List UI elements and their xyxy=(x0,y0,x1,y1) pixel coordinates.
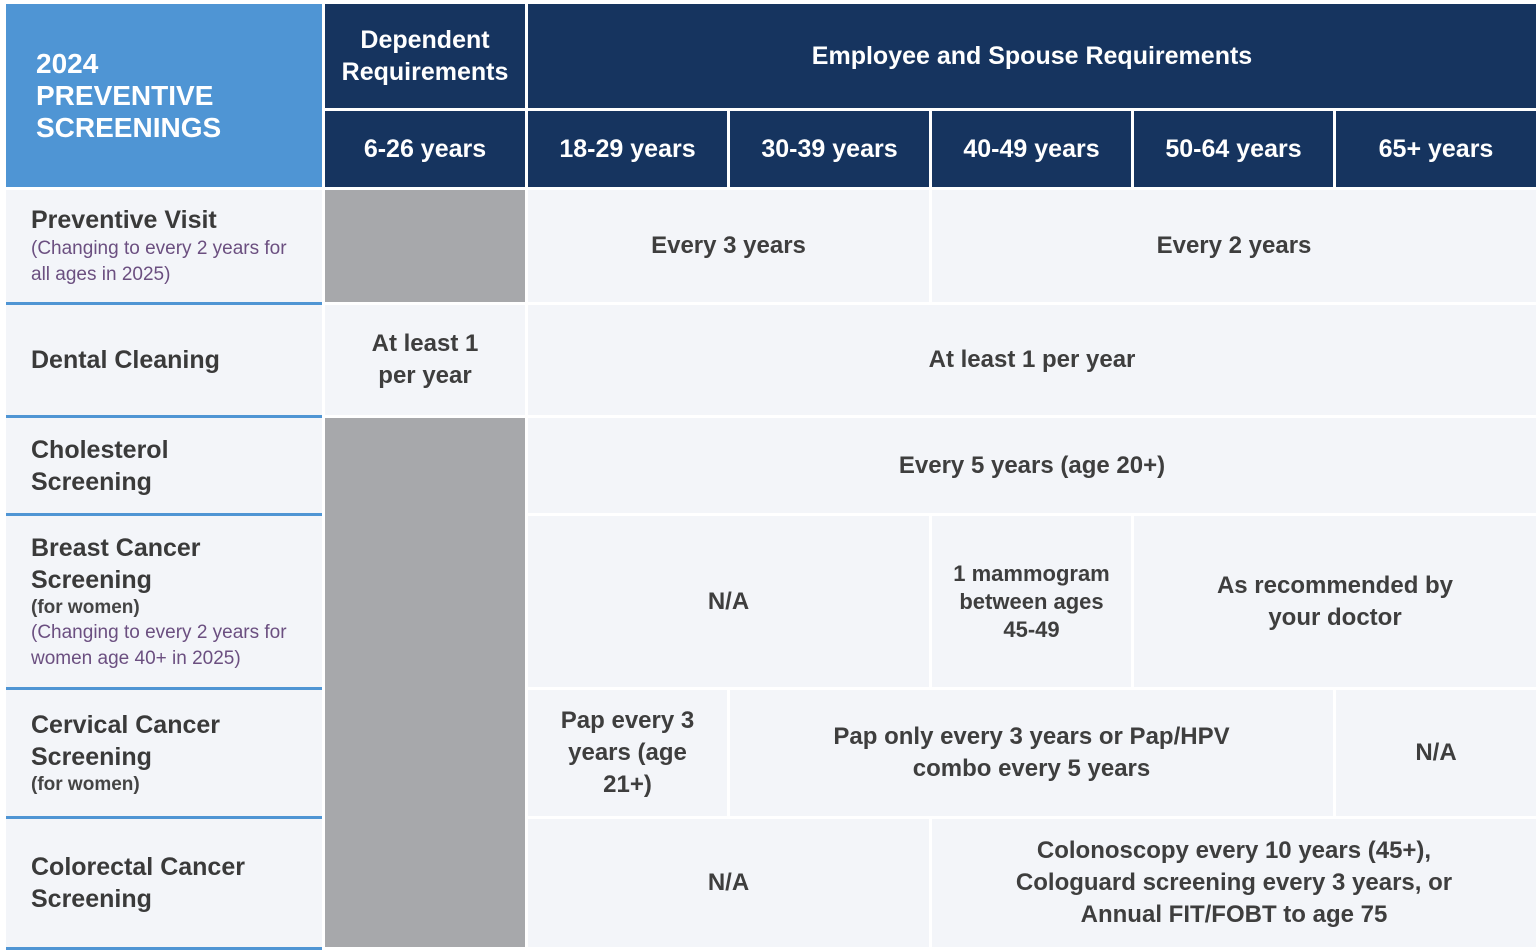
colorectal-cancer-label: Colorectal Cancer Screening xyxy=(31,853,245,913)
breast-cancer-note: (Changing to every 2 years for women age 40+ in 2025) xyxy=(31,621,287,669)
preventive-visit-under-40: Every 3 years xyxy=(528,190,929,302)
table-title xyxy=(6,4,322,187)
cervical-cancer-65-plus: N/A xyxy=(1336,690,1536,816)
dental-cleaning-label: Dental Cleaning xyxy=(31,346,220,374)
row-label-breast-cancer xyxy=(6,516,322,690)
employee-spouse-requirements-header: Employee and Spouse Requirements xyxy=(528,4,1536,108)
age-header-18-29: 18-29 years xyxy=(528,111,727,187)
row-label-colorectal-cancer xyxy=(6,819,322,950)
title-year: 2024 xyxy=(36,47,99,79)
cholesterol-all: Every 5 years (age 20+) xyxy=(528,418,1536,513)
row-label-cervical-cancer xyxy=(6,690,322,819)
breast-cancer-40-49: 1 mammogram between ages 45-49 xyxy=(932,516,1131,687)
colorectal-cancer-over-40: Colonoscopy every 10 years (45+), Cologuard screening every 3 years, or Annual FIT/FOBT to age 75 xyxy=(932,819,1536,947)
dependent-na-cell xyxy=(325,190,525,302)
row-label-cholesterol xyxy=(6,418,322,516)
age-header-65-plus: 65+ years xyxy=(1336,111,1536,187)
dental-cleaning-all: At least 1 per year xyxy=(528,305,1536,415)
cholesterol-label: Cholesterol Screening xyxy=(31,435,169,496)
preventive-visit-over-40: Every 2 years xyxy=(932,190,1536,302)
title-line-2: PREVENTIVE xyxy=(36,79,214,111)
row-label-preventive-visit xyxy=(6,190,322,305)
breast-cancer-under-40: N/A xyxy=(528,516,929,687)
age-header-30-39: 30-39 years xyxy=(730,111,929,187)
breast-cancer-sub: (for women) xyxy=(31,596,140,618)
dental-cleaning-dependent: At least 1 per year xyxy=(325,305,525,415)
cervical-cancer-30-64: Pap only every 3 years or Pap/HPV combo every 5 years xyxy=(730,690,1333,816)
cervical-cancer-label: Cervical Cancer Screening xyxy=(31,711,221,771)
title-line-3: SCREENINGS xyxy=(36,111,222,143)
dependent-requirements-header: Dependent Requirements xyxy=(325,4,525,108)
dependent-na-block xyxy=(325,418,525,947)
cervical-cancer-18-29: Pap every 3 years (age 21+) xyxy=(528,690,727,816)
preventive-visit-label: Preventive Visit xyxy=(31,206,217,234)
age-header-40-49: 40-49 years xyxy=(932,111,1131,187)
age-header-50-64: 50-64 years xyxy=(1134,111,1333,187)
age-header-6-26: 6-26 years xyxy=(325,111,525,187)
cervical-cancer-sub: (for women) xyxy=(31,774,140,795)
colorectal-cancer-under-40: N/A xyxy=(528,819,929,947)
preventive-visit-note: (Changing to every 2 years for all ages in 2025) xyxy=(31,238,287,285)
screening-table xyxy=(6,4,1536,947)
row-label-dental-cleaning xyxy=(6,305,322,418)
breast-cancer-label: Breast Cancer Screening xyxy=(31,533,201,594)
breast-cancer-over-50: As recommended by your doctor xyxy=(1134,516,1536,687)
